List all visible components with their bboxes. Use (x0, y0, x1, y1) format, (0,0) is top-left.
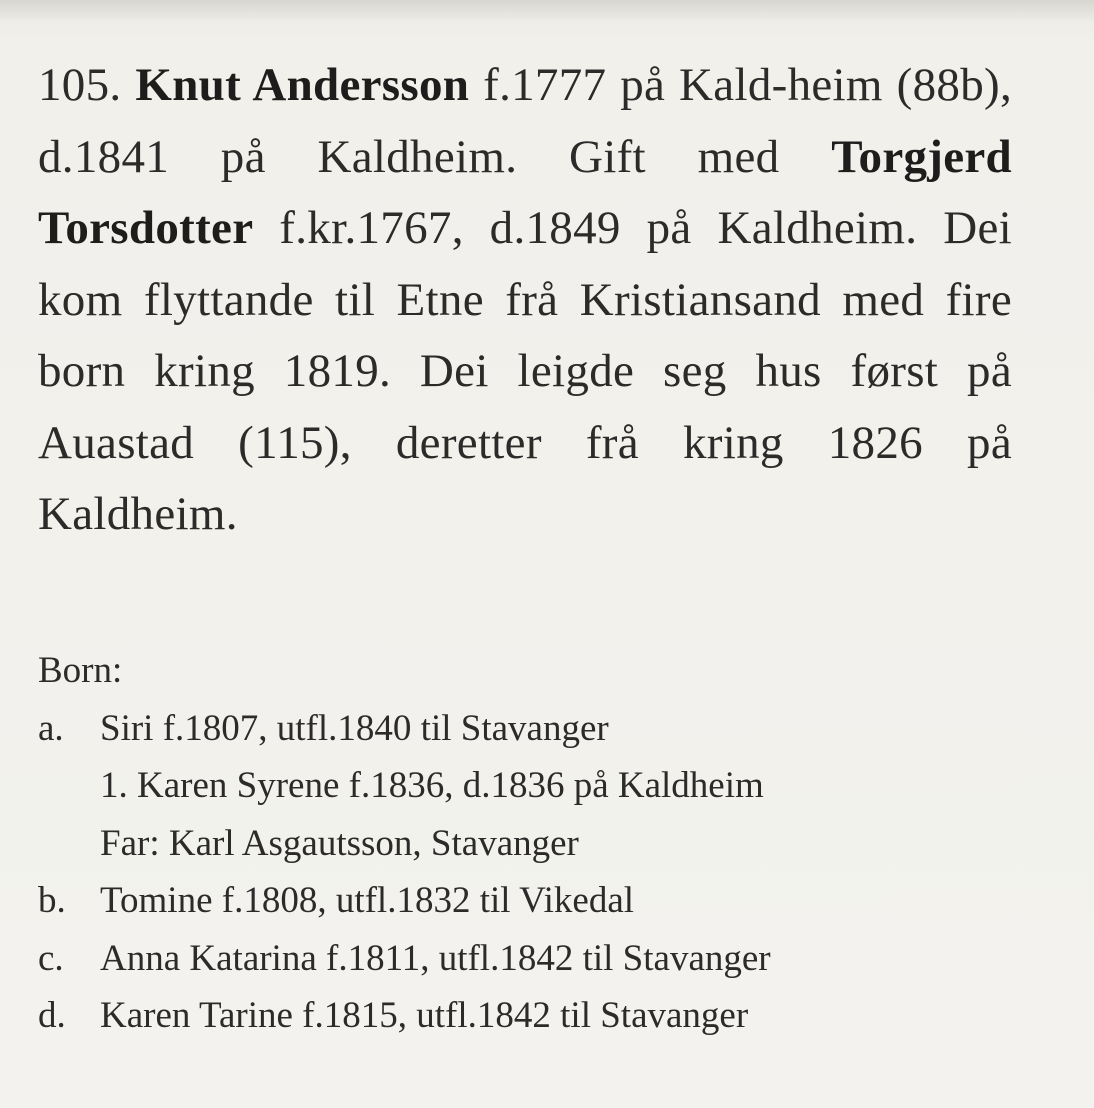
list-item-text: Far: Karl Asgautsson, Stavanger (100, 822, 579, 864)
list-item-text: Siri f.1807, utfl.1840 til Stavanger (100, 707, 609, 749)
list-item (38, 700, 998, 758)
list-item (38, 987, 998, 1045)
children-heading (38, 642, 998, 700)
wife-name: Torgjerd Torsdotter (38, 130, 1012, 254)
list-item (38, 815, 998, 873)
list-item (38, 872, 998, 930)
entry-text-2: f.kr.1767, d.1849 på Kaldheim. Dei kom flyttande til Etne frå Kristiansand med fire born kring 1819. Dei leigde seg hus først på Auastad (115), deretter frå kring 1826 på Kaldheim. (38, 202, 1012, 540)
list-item-text: Karen Tarine f.1815, utfl.1842 til Stavanger (100, 995, 749, 1036)
list-item-text: Anna Katarina f.1811, utfl.1842 til Stavanger (100, 937, 771, 979)
list-item (38, 930, 998, 988)
husband-name: Knut Andersson (135, 59, 470, 111)
list-marker: c. (38, 937, 64, 979)
entry-text-1: f.1777 på Kald-heim (88b), d.1841 på Kaldheim. Gift med (38, 59, 1012, 183)
list-marker: a. (38, 707, 64, 749)
entry-number: 105. (38, 59, 122, 111)
list-item (38, 757, 998, 815)
list-marker: b. (38, 880, 66, 921)
list-marker: d. (38, 995, 66, 1036)
children-heading-label: Born: (38, 650, 123, 691)
entry-paragraph (38, 50, 1012, 551)
page-edge-shadow (0, 0, 1094, 22)
list-item-text: Tomine f.1808, utfl.1832 til Vikedal (100, 880, 635, 921)
list-item-text: 1. Karen Syrene f.1836, d.1836 på Kaldheim (100, 765, 764, 806)
children-section (38, 642, 998, 1045)
